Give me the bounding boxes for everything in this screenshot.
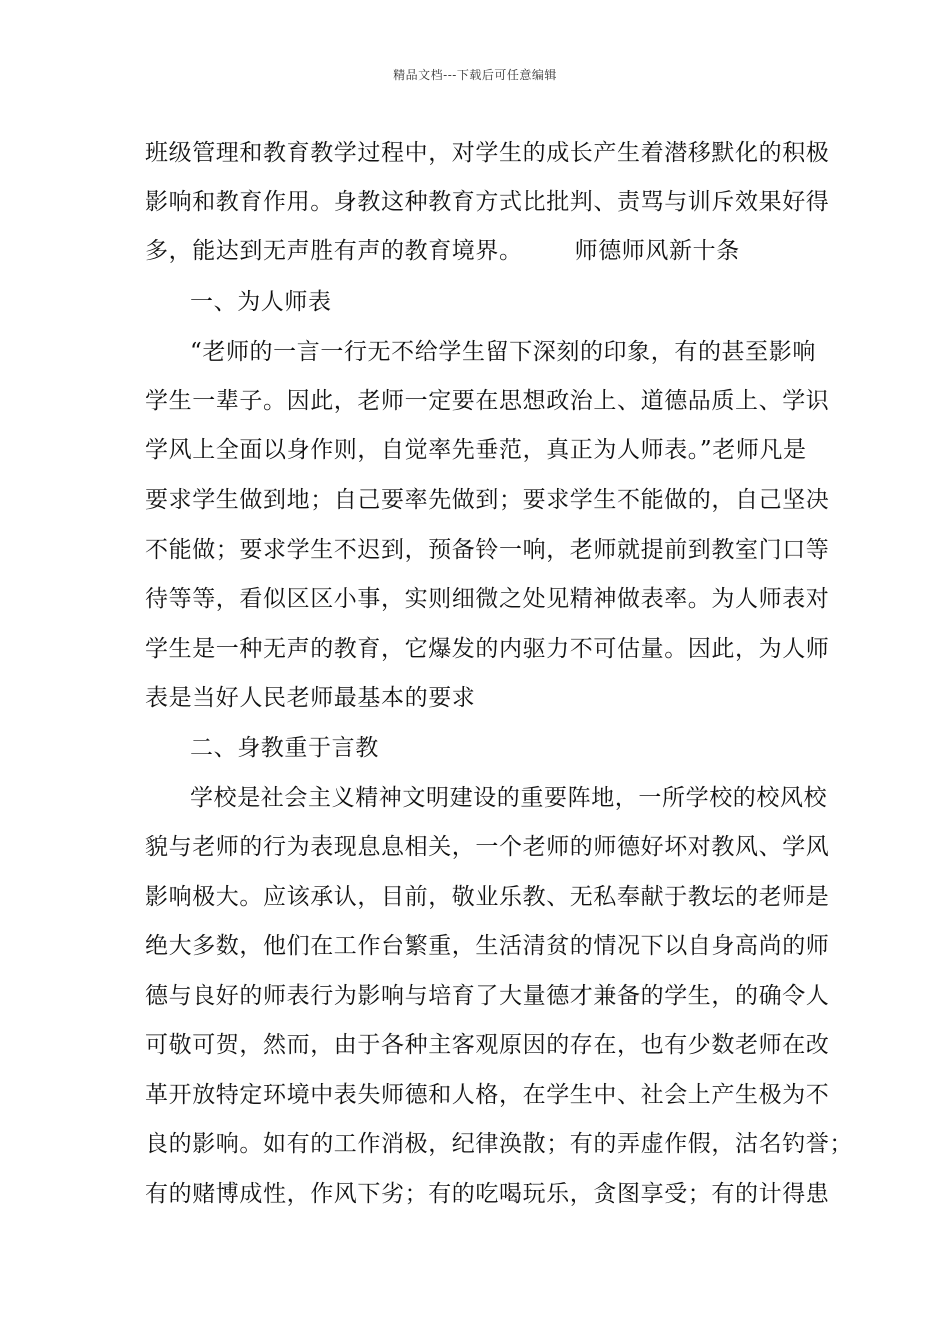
body-line: 不能做；要求学生不迟到，预备铃一响，老师就提前到教室门口等 <box>145 537 830 563</box>
body-line: 表是当好人民老师最基本的要求 <box>145 685 476 711</box>
body-line: 影响极大。应该承认，目前，敬业乐教、无私奉献于教坛的老师是 <box>145 884 830 910</box>
body-line: 学校是社会主义精神文明建设的重要阵地，一所学校的校风校 <box>190 785 828 811</box>
section-heading: 二、身教重于言教 <box>190 735 379 761</box>
body-line: 学生是一种无声的教育，它爆发的内驱力不可估量。因此，为人师 <box>145 636 830 662</box>
body-line: 德与良好的师表行为影响与培育了大量德才兼备的学生，的确令人 <box>145 983 830 1009</box>
body-line: 学风上全面以身作则，自觉率先垂范，真正为人师表。”老师凡是 <box>145 437 807 463</box>
body-line: 待等等，看似区区小事，实则细微之处见精神做表率。为人师表对 <box>145 586 830 612</box>
body-line: 班级管理和教育教学过程中，对学生的成长产生着潜移默化的积极 <box>145 140 830 166</box>
body-line: 有的赌博成性，作风下劣；有的吃喝玩乐，贪图享受；有的计得患 <box>145 1181 830 1207</box>
section-title: 师德师风新十条 <box>574 238 740 264</box>
body-line: 良的影响。如有的工作消极，纪律涣散；有的弄虚作假，沽名钓誉； <box>145 1131 853 1157</box>
body-line: 要求学生做到地；自己要率先做到；要求学生不能做的，自己坚决 <box>145 487 830 513</box>
body-line: 绝大多数，他们在工作台繁重，生活清贫的情况下以自身高尚的师 <box>145 933 830 959</box>
body-line: 貌与老师的行为表现息息相关，一个老师的师德好坏对教风、学风 <box>145 834 830 860</box>
body-line: 可敬可贺，然而，由于各种主客观原因的存在，也有少数老师在改 <box>145 1032 830 1058</box>
section-heading: 一、为人师表 <box>190 289 332 315</box>
body-line: 多，能达到无声胜有声的教育境界。 <box>145 238 523 264</box>
body-line: 革开放特定环境中表失师德和人格，在学生中、社会上产生极为不 <box>145 1082 830 1108</box>
body-line: 学生一辈子。因此，老师一定要在思想政治上、道德品质上、学识 <box>145 388 830 414</box>
body-line: “老师的一言一行无不给学生留下深刻的印象，有的甚至影响 <box>190 339 816 365</box>
body-line: 影响和教育作用。身教这种教育方式比批判、责骂与训斥效果好得 <box>145 189 830 215</box>
body-line-with-title <box>145 236 835 266</box>
page-header: 精品文档---下载后可任意编辑 <box>393 68 557 82</box>
